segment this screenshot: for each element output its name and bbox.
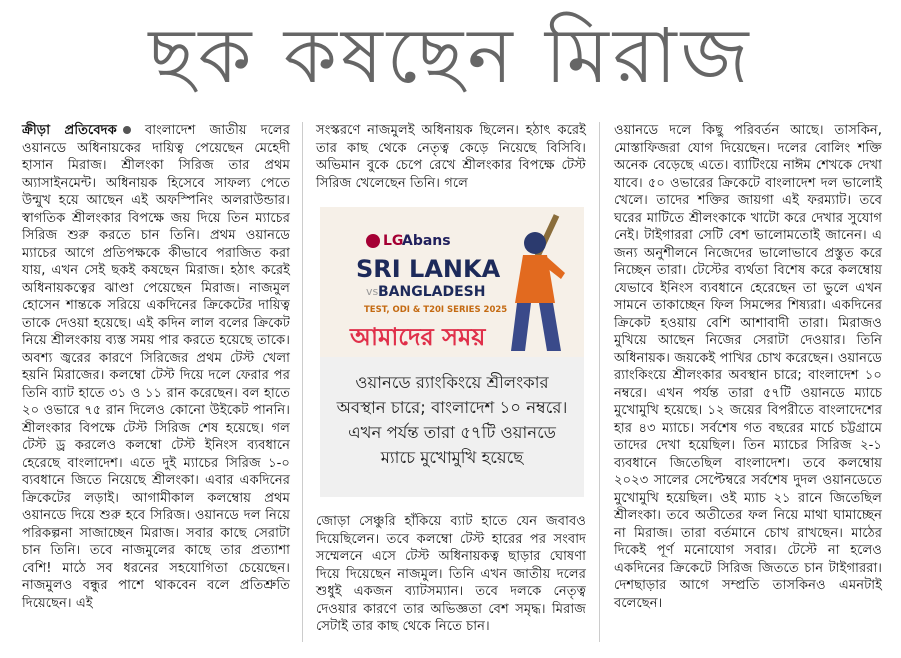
article-column-2-top [316, 122, 586, 192]
article-column-1 [22, 122, 290, 612]
headline: ছক কষছেন মিরাজ [148, 11, 753, 100]
lg-logo-icon [366, 234, 380, 248]
banner-subtitle: TEST, ODI & T20I SERIES 2025 [364, 305, 508, 315]
column-divider [302, 122, 303, 642]
byline: ক্রীড়া প্রতিবেদক [22, 123, 117, 138]
column-divider [599, 122, 600, 642]
cricketer-silhouette-icon [495, 213, 575, 353]
article-column-2-bottom [316, 513, 586, 636]
abans-logo: Abans [402, 233, 451, 249]
lg-text: LG [383, 233, 404, 249]
newspaper-brand-watermark: আমাদের সময় [350, 322, 486, 351]
column-2-bottom-text: জোড়া সেঞ্চুরি হাঁকিয়ে ব্যাট হাতে যেন জবাবও দিয়েছিলেন। তবে কলম্বো টেস্ট হারের পর সংবাদ সম্মেলনে এসে টেস্ট অধিনায়কত্ব ছাড়ার ঘোষণা দিয়ে দিয়েছেন নাজমুল। তিনি এখন জাতীয় দলের শুধুই একজন ব্যাটসম্যান। তবে দলকে নেতৃত্ব দেওয়ার কারণে তার অভিজ্ঞতা বেশ সমৃদ্ধ। মিরাজ সেটাই তার কাছ থেকে নিতে চান। [316, 514, 586, 634]
article-column-3 [614, 122, 882, 612]
banner-vs: vs [366, 285, 379, 298]
match-banner-photo [320, 207, 584, 357]
bullet-icon [123, 126, 131, 134]
column-1-text: বাংলাদেশ জাতীয় দলের ওয়ানডে অধিনায়কের দায়িত্ব পেয়েছেন মেহেদী হাসান মিরাজ। শ্রীলংকা সিরিজ তার প্রথম অ্যাসাইনমেন্ট। অধিনায়ক হিসেবে সাফল্য পেতে উন্মুখ হয়ে আছেন এই অফস্পিনিং অলরাউন্ডার। স্বাগতিক শ্রীলংকার বিপক্ষে জয় দিয়ে তিন ম্যাচের সিরিজ শুরু করতে চান তিনি। প্রথম ওয়ানডে ম্যাচের আগে প্রতিপক্ষকে কীভাবে পরাজিত করা যায়, এখন সেই ছকই কষছেন মিরাজ। হঠাৎ করেই অধিনায়কত্বের ঝাণ্ডা পেয়েছেন মিরাজ। নাজমুল হোসেন শান্তকে সরিয়ে একদিনের ক্রিকেটের দায়িত্ব তাকে দেওয়া হয়েছে। এই কদিন লাল বলের ক্রিকেট নিয়ে শ্রীলংকায় ব্যস্ত সময় পার করতে হয়েছে তাকে। অবশ্য জ্বরের কারণে সিরিজের প্রথম টেস্ট খেলা হয়নি মিরাজের। কলম্বো টেস্ট দিয়ে দলে ফেরার পর তিনি ব্যাট হাতে ৩১ ও ১১ রান করেছেন। বল হাতে ২০ ওভারে ৭৫ রান দিলেও কোনো উইকেট পাননি। শ্রীলংকার বিপক্ষে টেস্ট সিরিজ শেষ হয়েছে। গল টেস্ট ড্র করলেও কলম্বো টেস্ট ইনিংস ব্যবধানে হেরেছে বাংলাদেশ। এতে দুই ম্যাচের সিরিজ ১-০ ব্যবধানে জিতে নিয়েছে শ্রীলংকা। এবার একদিনের ক্রিকেটের লড়াই। আগামীকাল কলম্বোয় প্রথম ওয়ানডে দিয়ে শুরু হবে সিরিজ। ওয়ানডে দল নিয়ে পরিকল্পনা সাজাচ্ছেন মিরাজ। সবার কাছে সেরাটা চান তিনি। তবে নাজমুলের কাছে তার প্রত্যাশা বেশি! মাঠে সব ধরনের সহযোগিতা চেয়েছেন। নাজমুলও বন্ধুর পাশে থাকবেন বলে প্রতিশ্রুতি দিয়েছেন। এই [22, 123, 290, 611]
pull-quote: ওয়ানডে র‍্যাংকিংয়ে শ্রীলংকার অবস্থান চারে; বাংলাদেশ ১০ নম্বরে। এখন পর্যন্ত তারা ৫৭টি ওয়ানডে ম্যাচে মুখোমুখি হয়েছে [336, 373, 568, 467]
banner-title-1: SRI LANKA [356, 255, 501, 283]
lg-logo [366, 233, 403, 249]
column-3-text: ওয়ানডে দলে কিছু পরিবর্তন আছে। তাসকিন, মোস্তাফিজরা যোগ দিয়েছেন। দলের বোলিং শক্তি অনেক বেড়েছে এতে। ব্যাটিংয়ে নাঈম শেখকে দেখা যাবে। ৫০ ওভারের ক্রিকেটে বাংলাদেশ দল ভালোই খেলে। তাদের শক্তির জায়গা এই ফরম্যাট। তবে ঘরের মাটিতে শ্রীলংকাকে খাটো করে দেখার সুযোগ নেই। টাইগাররা সেটি বেশ ভালোমতোই জানেন। এ জন্য অনুশীলনে নিজেদের ভালোভাবে প্রস্তুত করে নিচ্ছেন তারা। টেস্টের ব্যর্থতা বিশেষ করে কলম্বোয় যেভাবে ইনিংস ব্যবধানে হেরেছেন তা ভুলে এখন সামনে তাকাচ্ছেন ফিল সিমন্সের শিষ্যরা। একদিনের ক্রিকেট হওয়ায় বেশি আশাবাদী তারা। মিরাজও মুখিয়ে আছেন নিজের সেরাটা দেওয়ার। তিনি অধিনায়ক। জয়কেই পাখির চোখ করেছেন। ওয়ানডে র‍্যাংকিংয়ে শ্রীলংকার অবস্থান চারে; বাংলাদেশ ১০ নম্বরে। এখন পর্যন্ত তারা ৫৭টি ওয়ানডে ম্যাচে মুখোমুখি হয়েছে। ১২ জয়ের বিপরীতে বাংলাদেশের হার ৪৩ ম্যাচে। সর্বশেষ গত বছরের মার্চে চট্টগ্রামে তাদের দেখা হয়েছিল। তিন ম্যাচের সিরিজ ২-১ ব্যবধানে জিতেছিল বাংলাদেশ। তবে কলম্বোয় ২০২৩ সালের সেপ্টেম্বরে সর্বশেষ দুদল ওয়ানডেতে মুখোমুখি হয়েছিল। ওই ম্যাচ ২১ রানে জিতেছিল শ্রীলংকা। তবে অতীতের ফল নিয়ে মাথা ঘামাচ্ছেন না মিরাজ। তারা বর্তমানে চোখ রাখছেন। মাঠের দিকেই পূর্ণ মনোযোগ সবার। টেস্টে না হলেও একদিনের ক্রিকেটে সিরিজ জিততে চান টাইগাররা। দেশছাড়ার আগে সম্প্রতি তাসকিনও এমনটাই বলেছেন। [614, 123, 882, 611]
column-2-top-text: সংস্করণে নাজমুলই অধিনায়ক ছিলেন। হঠাৎ করেই তার কাছ থেকে নেতৃত্ব কেড়ে নিয়েছে বিসিবি। অভিমান বুকে চেপে রেখে শ্রীলংকার বিপক্ষে টেস্ট সিরিজ খেলেছেন তিনি। গলে [316, 123, 586, 191]
banner-title-2: BANGLADESH [378, 284, 486, 300]
